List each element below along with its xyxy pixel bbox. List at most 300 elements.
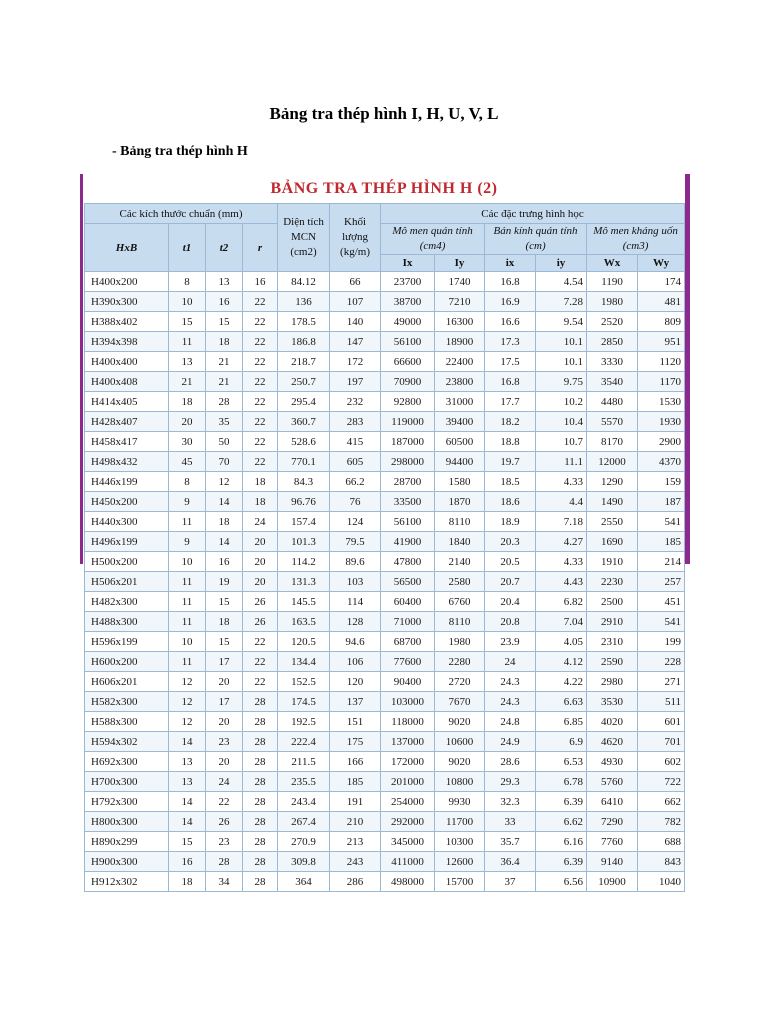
cell-hxb: H390x300 — [85, 292, 169, 312]
cell-t1: 15 — [169, 312, 206, 332]
cell-iy-capital: 16300 — [435, 312, 485, 332]
cell-ix: 32.3 — [485, 792, 536, 812]
cell-wx: 5570 — [587, 412, 638, 432]
cell-weight: 128 — [330, 612, 381, 632]
cell-iy-capital: 31000 — [435, 392, 485, 412]
cell-iy: 10.1 — [536, 352, 587, 372]
cell-t1: 11 — [169, 592, 206, 612]
cell-t2: 26 — [206, 812, 243, 832]
cell-iy: 6.63 — [536, 692, 587, 712]
table-row — [85, 712, 685, 732]
cell-wy: 701 — [638, 732, 685, 752]
table-row — [85, 652, 685, 672]
cell-t1: 13 — [169, 352, 206, 372]
cell-wy: 185 — [638, 532, 685, 552]
header-moment-inertia: Mô men quán tính (cm4) — [381, 224, 485, 255]
cell-weight: 605 — [330, 452, 381, 472]
cell-wy: 1930 — [638, 412, 685, 432]
table-row — [85, 772, 685, 792]
cell-ix-capital: 41900 — [381, 532, 435, 552]
cell-wy: 187 — [638, 492, 685, 512]
header-r: r — [243, 224, 278, 272]
cell-weight: 185 — [330, 772, 381, 792]
cell-t2: 21 — [206, 372, 243, 392]
cell-hxb: H900x300 — [85, 852, 169, 872]
cell-r: 22 — [243, 312, 278, 332]
cell-weight: 213 — [330, 832, 381, 852]
cell-ix: 17.3 — [485, 332, 536, 352]
cell-t1: 12 — [169, 692, 206, 712]
cell-weight: 124 — [330, 512, 381, 532]
cell-area: 134.4 — [278, 652, 330, 672]
cell-weight: 114 — [330, 592, 381, 612]
cell-t2: 20 — [206, 712, 243, 732]
cell-area: 360.7 — [278, 412, 330, 432]
cell-iy-capital: 6760 — [435, 592, 485, 612]
table-row — [85, 452, 685, 472]
table-row — [85, 352, 685, 372]
cell-weight: 197 — [330, 372, 381, 392]
cell-ix: 18.5 — [485, 472, 536, 492]
cell-ix: 16.9 — [485, 292, 536, 312]
cell-t1: 12 — [169, 712, 206, 732]
cell-r: 28 — [243, 692, 278, 712]
cell-t2: 22 — [206, 792, 243, 812]
cell-iy-capital: 10600 — [435, 732, 485, 752]
cell-t2: 18 — [206, 512, 243, 532]
cell-ix: 20.7 — [485, 572, 536, 592]
cell-wx: 3330 — [587, 352, 638, 372]
table-row — [85, 592, 685, 612]
table-row — [85, 732, 685, 752]
table-row — [85, 492, 685, 512]
cell-iy: 4.22 — [536, 672, 587, 692]
cell-r: 26 — [243, 612, 278, 632]
cell-hxb: H496x199 — [85, 532, 169, 552]
cell-wx: 2850 — [587, 332, 638, 352]
cell-ix: 36.4 — [485, 852, 536, 872]
header-t1: t1 — [169, 224, 206, 272]
cell-r: 28 — [243, 852, 278, 872]
cell-ix: 24.3 — [485, 692, 536, 712]
cell-t2: 70 — [206, 452, 243, 472]
cell-ix-capital: 92800 — [381, 392, 435, 412]
table-row — [85, 872, 685, 892]
cell-ix: 37 — [485, 872, 536, 892]
cell-iy: 4.43 — [536, 572, 587, 592]
cell-ix: 20.3 — [485, 532, 536, 552]
cell-t2: 23 — [206, 732, 243, 752]
cell-wx: 1690 — [587, 532, 638, 552]
cell-iy-capital: 22400 — [435, 352, 485, 372]
cell-ix: 16.6 — [485, 312, 536, 332]
cell-wy: 782 — [638, 812, 685, 832]
table-row — [85, 292, 685, 312]
cell-iy-capital: 8110 — [435, 612, 485, 632]
cell-hxb: H912x302 — [85, 872, 169, 892]
cell-wy: 159 — [638, 472, 685, 492]
cell-iy: 6.62 — [536, 812, 587, 832]
cell-ix-capital: 56100 — [381, 332, 435, 352]
cell-wx: 6410 — [587, 792, 638, 812]
table-row — [85, 692, 685, 712]
cell-area: 101.3 — [278, 532, 330, 552]
cell-hxb: H488x300 — [85, 612, 169, 632]
cell-hxb: H500x200 — [85, 552, 169, 572]
cell-wy: 4370 — [638, 452, 685, 472]
cell-iy-capital: 1870 — [435, 492, 485, 512]
cell-t2: 23 — [206, 832, 243, 852]
cell-weight: 137 — [330, 692, 381, 712]
cell-ix-capital: 60400 — [381, 592, 435, 612]
cell-hxb: H692x300 — [85, 752, 169, 772]
cell-t2: 20 — [206, 752, 243, 772]
cell-wx: 1490 — [587, 492, 638, 512]
cell-weight: 243 — [330, 852, 381, 872]
cell-iy-capital: 9930 — [435, 792, 485, 812]
cell-t2: 16 — [206, 292, 243, 312]
cell-area: 309.8 — [278, 852, 330, 872]
cell-t2: 20 — [206, 672, 243, 692]
cell-wx: 2550 — [587, 512, 638, 532]
cell-wy: 688 — [638, 832, 685, 852]
cell-iy: 6.53 — [536, 752, 587, 772]
cell-hxb: H400x400 — [85, 352, 169, 372]
cell-r: 24 — [243, 512, 278, 532]
cell-wy: 722 — [638, 772, 685, 792]
cell-area: 528.6 — [278, 432, 330, 452]
cell-iy: 6.39 — [536, 852, 587, 872]
cell-ix-capital: 201000 — [381, 772, 435, 792]
cell-ix-capital: 411000 — [381, 852, 435, 872]
cell-weight: 191 — [330, 792, 381, 812]
cell-t2: 17 — [206, 652, 243, 672]
cell-ix: 18.8 — [485, 432, 536, 452]
cell-wx: 1190 — [587, 272, 638, 292]
cell-r: 22 — [243, 352, 278, 372]
cell-t2: 14 — [206, 492, 243, 512]
cell-wy: 951 — [638, 332, 685, 352]
header-wx: Wx — [587, 255, 638, 272]
cell-ix-capital: 47800 — [381, 552, 435, 572]
cell-t1: 11 — [169, 332, 206, 352]
cell-wy: 199 — [638, 632, 685, 652]
cell-ix: 19.7 — [485, 452, 536, 472]
cell-t1: 12 — [169, 672, 206, 692]
cell-area: 192.5 — [278, 712, 330, 732]
cell-hxb: H458x417 — [85, 432, 169, 452]
cell-area: 120.5 — [278, 632, 330, 652]
cell-weight: 66 — [330, 272, 381, 292]
cell-iy-capital: 1580 — [435, 472, 485, 492]
cell-area: 270.9 — [278, 832, 330, 852]
cell-weight: 103 — [330, 572, 381, 592]
table-row — [85, 312, 685, 332]
cell-hxb: H582x300 — [85, 692, 169, 712]
cell-hxb: H440x300 — [85, 512, 169, 532]
cell-iy-capital: 2140 — [435, 552, 485, 572]
cell-hxb: H400x200 — [85, 272, 169, 292]
cell-iy-capital: 11700 — [435, 812, 485, 832]
cell-ix: 24 — [485, 652, 536, 672]
frame-border-right — [685, 174, 690, 564]
cell-iy-capital: 10300 — [435, 832, 485, 852]
cell-area: 152.5 — [278, 672, 330, 692]
cell-area: 211.5 — [278, 752, 330, 772]
cell-r: 22 — [243, 632, 278, 652]
header-geometric-group: Các đặc trưng hình học — [381, 204, 685, 224]
cell-area: 114.2 — [278, 552, 330, 572]
cell-wx: 2230 — [587, 572, 638, 592]
cell-iy-capital: 2720 — [435, 672, 485, 692]
cell-t2: 34 — [206, 872, 243, 892]
cell-r: 28 — [243, 712, 278, 732]
cell-wy: 843 — [638, 852, 685, 872]
cell-r: 22 — [243, 672, 278, 692]
header-area: Diện tích MCN (cm2) — [278, 204, 330, 272]
cell-wx: 1980 — [587, 292, 638, 312]
header-weight: Khối lượng (kg/m) — [330, 204, 381, 272]
cell-r: 18 — [243, 492, 278, 512]
table-row — [85, 852, 685, 872]
cell-area: 178.5 — [278, 312, 330, 332]
steel-h-table — [84, 203, 685, 892]
cell-ix-capital: 498000 — [381, 872, 435, 892]
cell-t2: 16 — [206, 552, 243, 572]
cell-iy-capital: 23800 — [435, 372, 485, 392]
cell-t1: 16 — [169, 852, 206, 872]
table-row — [85, 532, 685, 552]
cell-ix-capital: 187000 — [381, 432, 435, 452]
table-row — [85, 392, 685, 412]
cell-r: 28 — [243, 872, 278, 892]
cell-wx: 5760 — [587, 772, 638, 792]
cell-wx: 3530 — [587, 692, 638, 712]
cell-weight: 172 — [330, 352, 381, 372]
cell-iy-capital: 9020 — [435, 712, 485, 732]
cell-weight: 79.5 — [330, 532, 381, 552]
cell-iy: 4.4 — [536, 492, 587, 512]
cell-area: 84.12 — [278, 272, 330, 292]
cell-weight: 415 — [330, 432, 381, 452]
cell-ix-capital: 56500 — [381, 572, 435, 592]
cell-wy: 271 — [638, 672, 685, 692]
cell-ix-capital: 70900 — [381, 372, 435, 392]
cell-ix: 24.8 — [485, 712, 536, 732]
cell-ix: 17.7 — [485, 392, 536, 412]
cell-iy: 6.16 — [536, 832, 587, 852]
table-heading: BẢNG TRA THÉP HÌNH H (2) — [84, 175, 684, 203]
cell-ix: 18.9 — [485, 512, 536, 532]
cell-ix-capital: 23700 — [381, 272, 435, 292]
cell-iy: 4.54 — [536, 272, 587, 292]
cell-r: 16 — [243, 272, 278, 292]
cell-r: 28 — [243, 772, 278, 792]
cell-wx: 1910 — [587, 552, 638, 572]
cell-wy: 602 — [638, 752, 685, 772]
cell-wy: 1530 — [638, 392, 685, 412]
cell-iy: 6.56 — [536, 872, 587, 892]
cell-t2: 17 — [206, 692, 243, 712]
cell-t1: 30 — [169, 432, 206, 452]
cell-weight: 286 — [330, 872, 381, 892]
cell-iy-capital: 10800 — [435, 772, 485, 792]
table-row — [85, 612, 685, 632]
cell-ix-capital: 90400 — [381, 672, 435, 692]
cell-iy-capital: 60500 — [435, 432, 485, 452]
cell-hxb: H428x407 — [85, 412, 169, 432]
cell-ix-capital: 172000 — [381, 752, 435, 772]
cell-t1: 11 — [169, 512, 206, 532]
cell-ix: 29.3 — [485, 772, 536, 792]
cell-area: 84.3 — [278, 472, 330, 492]
cell-weight: 89.6 — [330, 552, 381, 572]
cell-iy: 10.2 — [536, 392, 587, 412]
cell-t2: 14 — [206, 532, 243, 552]
cell-ix-capital: 33500 — [381, 492, 435, 512]
cell-r: 28 — [243, 792, 278, 812]
cell-wy: 451 — [638, 592, 685, 612]
cell-hxb: H388x402 — [85, 312, 169, 332]
cell-iy-capital: 39400 — [435, 412, 485, 432]
cell-ix-capital: 66600 — [381, 352, 435, 372]
cell-t1: 45 — [169, 452, 206, 472]
cell-hxb: H594x302 — [85, 732, 169, 752]
cell-iy-capital: 12600 — [435, 852, 485, 872]
cell-r: 28 — [243, 732, 278, 752]
cell-t1: 11 — [169, 652, 206, 672]
cell-area: 250.7 — [278, 372, 330, 392]
cell-hxb: H596x199 — [85, 632, 169, 652]
header-iy-capital: Iy — [435, 255, 485, 272]
cell-iy: 10.1 — [536, 332, 587, 352]
cell-ix-capital: 56100 — [381, 512, 435, 532]
cell-area: 174.5 — [278, 692, 330, 712]
cell-t1: 14 — [169, 792, 206, 812]
cell-t1: 15 — [169, 832, 206, 852]
cell-t1: 18 — [169, 392, 206, 412]
cell-ix-capital: 292000 — [381, 812, 435, 832]
cell-ix-capital: 137000 — [381, 732, 435, 752]
cell-iy-capital: 18900 — [435, 332, 485, 352]
cell-ix-capital: 118000 — [381, 712, 435, 732]
cell-r: 22 — [243, 392, 278, 412]
header-section-modulus: Mô men kháng uốn (cm3) — [587, 224, 685, 255]
cell-wy: 1120 — [638, 352, 685, 372]
cell-iy: 4.33 — [536, 552, 587, 572]
cell-area: 136 — [278, 292, 330, 312]
cell-hxb: H700x300 — [85, 772, 169, 792]
cell-wy: 541 — [638, 512, 685, 532]
cell-iy-capital: 1740 — [435, 272, 485, 292]
cell-iy: 7.04 — [536, 612, 587, 632]
table-row — [85, 572, 685, 592]
cell-wx: 4620 — [587, 732, 638, 752]
cell-iy: 4.12 — [536, 652, 587, 672]
cell-ix-capital: 38700 — [381, 292, 435, 312]
header-iy: iy — [536, 255, 587, 272]
cell-ix: 24.3 — [485, 672, 536, 692]
cell-iy: 7.28 — [536, 292, 587, 312]
table-row — [85, 832, 685, 852]
cell-area: 96.76 — [278, 492, 330, 512]
cell-t1: 13 — [169, 752, 206, 772]
cell-wx: 2590 — [587, 652, 638, 672]
cell-r: 26 — [243, 592, 278, 612]
cell-ix-capital: 298000 — [381, 452, 435, 472]
cell-r: 28 — [243, 752, 278, 772]
cell-hxb: H394x398 — [85, 332, 169, 352]
cell-weight: 94.6 — [330, 632, 381, 652]
cell-t1: 18 — [169, 872, 206, 892]
header-t2: t2 — [206, 224, 243, 272]
cell-ix: 23.9 — [485, 632, 536, 652]
table-row — [85, 512, 685, 532]
cell-ix: 24.9 — [485, 732, 536, 752]
cell-hxb: H482x300 — [85, 592, 169, 612]
cell-iy: 6.85 — [536, 712, 587, 732]
cell-iy-capital: 15700 — [435, 872, 485, 892]
cell-wx: 7290 — [587, 812, 638, 832]
table-row — [85, 672, 685, 692]
table-row — [85, 432, 685, 452]
cell-weight: 283 — [330, 412, 381, 432]
cell-area: 218.7 — [278, 352, 330, 372]
cell-t1: 10 — [169, 632, 206, 652]
cell-wy: 541 — [638, 612, 685, 632]
cell-weight: 107 — [330, 292, 381, 312]
cell-ix: 33 — [485, 812, 536, 832]
cell-t2: 35 — [206, 412, 243, 432]
cell-iy: 11.1 — [536, 452, 587, 472]
cell-t1: 21 — [169, 372, 206, 392]
cell-r: 22 — [243, 292, 278, 312]
cell-iy: 9.75 — [536, 372, 587, 392]
cell-r: 22 — [243, 432, 278, 452]
cell-hxb: H800x300 — [85, 812, 169, 832]
cell-iy: 4.27 — [536, 532, 587, 552]
header-ix-capital: Ix — [381, 255, 435, 272]
cell-wx: 1290 — [587, 472, 638, 492]
cell-iy-capital: 1980 — [435, 632, 485, 652]
cell-wx: 10900 — [587, 872, 638, 892]
cell-t1: 14 — [169, 812, 206, 832]
cell-t1: 13 — [169, 772, 206, 792]
cell-weight: 140 — [330, 312, 381, 332]
cell-weight: 166 — [330, 752, 381, 772]
cell-wy: 481 — [638, 292, 685, 312]
cell-iy-capital: 9020 — [435, 752, 485, 772]
header-ix: ix — [485, 255, 536, 272]
cell-iy: 6.82 — [536, 592, 587, 612]
cell-ix-capital: 77600 — [381, 652, 435, 672]
cell-t1: 14 — [169, 732, 206, 752]
cell-area: 235.5 — [278, 772, 330, 792]
cell-iy: 7.18 — [536, 512, 587, 532]
table-row — [85, 792, 685, 812]
cell-weight: 147 — [330, 332, 381, 352]
cell-area: 145.5 — [278, 592, 330, 612]
cell-iy: 10.4 — [536, 412, 587, 432]
cell-ix: 20.8 — [485, 612, 536, 632]
cell-wx: 2520 — [587, 312, 638, 332]
cell-r: 18 — [243, 472, 278, 492]
cell-hxb: H450x200 — [85, 492, 169, 512]
cell-wy: 601 — [638, 712, 685, 732]
cell-iy-capital: 7670 — [435, 692, 485, 712]
table-row — [85, 472, 685, 492]
table-row — [85, 552, 685, 572]
